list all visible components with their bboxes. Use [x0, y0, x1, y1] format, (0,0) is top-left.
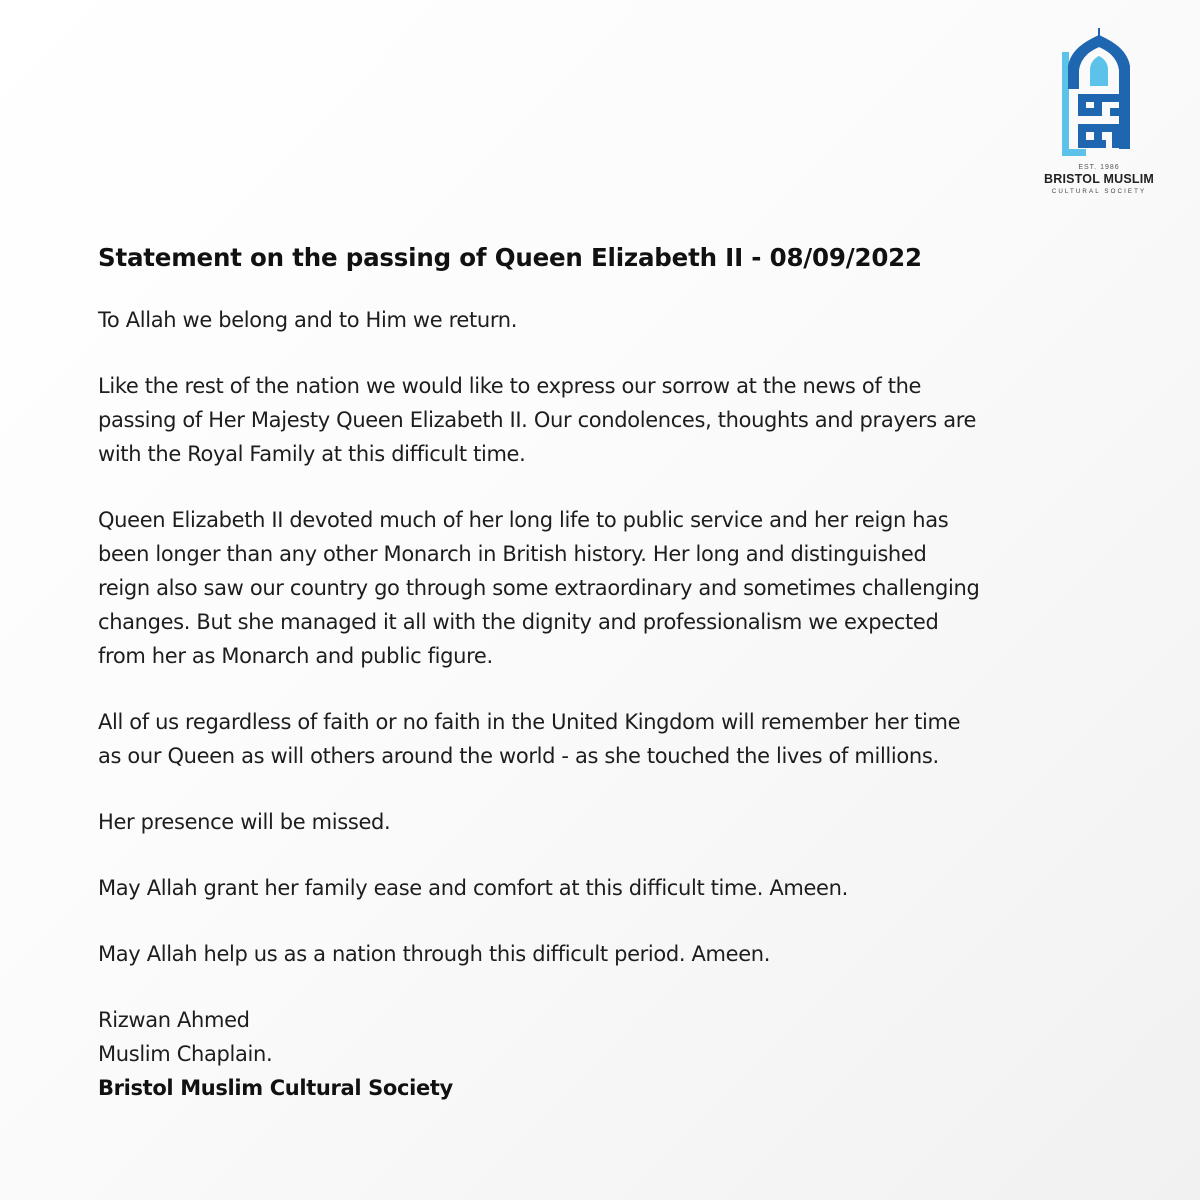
statement-title: Statement on the passing of Queen Elizabeth II - 08/09/2022 — [98, 243, 922, 272]
paragraph-line: May Allah help us as a nation through this difficult period. Ameen. — [98, 942, 771, 966]
paragraph-missed — [98, 805, 1108, 839]
logo-name: BRISTOL MUSLIM — [1044, 172, 1154, 186]
paragraph-condolences — [98, 369, 1108, 471]
paragraph-line: Her presence will be missed. — [98, 810, 391, 834]
paragraph-reign — [98, 503, 1108, 673]
signature-organization: Bristol Muslim Cultural Society — [98, 1076, 453, 1100]
bmcs-logo — [1034, 28, 1164, 204]
paragraph-prayer-nation — [98, 937, 1108, 971]
signature-block — [98, 1003, 1108, 1105]
statement-content — [98, 240, 1108, 1105]
paragraph-prayer-family — [98, 871, 1108, 905]
paragraph-line: To Allah we belong and to Him we return. — [98, 308, 518, 332]
paragraph-opening — [98, 303, 1108, 337]
paragraph-line: Queen Elizabeth II devoted much of her long life to public service and her reign has — [98, 508, 949, 532]
paragraph-line: reign also saw our country go through some extraordinary and sometimes challenging — [98, 576, 980, 600]
logo-subtitle: CULTURAL SOCIETY — [1051, 188, 1147, 195]
paragraph-line: with the Royal Family at this difficult time. — [98, 442, 526, 466]
paragraph-line: May Allah grant her family ease and comfort at this difficult time. Ameen. — [98, 876, 848, 900]
paragraph-remembrance — [98, 705, 1108, 773]
signature-role: Muslim Chaplain. — [98, 1042, 273, 1066]
paragraph-line: All of us regardless of faith or no faith in the United Kingdom will remember her time — [98, 710, 961, 734]
mosque-calligraphy-logo-icon — [1060, 28, 1138, 160]
logo-established: EST. 1986 — [1078, 164, 1120, 171]
signature-name: Rizwan Ahmed — [98, 1008, 250, 1032]
paragraph-line: been longer than any other Monarch in British history. Her long and distinguished — [98, 542, 927, 566]
paragraph-line: as our Queen as will others around the world - as she touched the lives of millions. — [98, 744, 939, 768]
paragraph-line: from her as Monarch and public figure. — [98, 644, 493, 668]
paragraph-line: passing of Her Majesty Queen Elizabeth II. Our condolences, thoughts and prayers are — [98, 408, 977, 432]
paragraph-line: changes. But she managed it all with the dignity and professionalism we expected — [98, 610, 939, 634]
paragraph-line: Like the rest of the nation we would like to express our sorrow at the news of the — [98, 374, 922, 398]
